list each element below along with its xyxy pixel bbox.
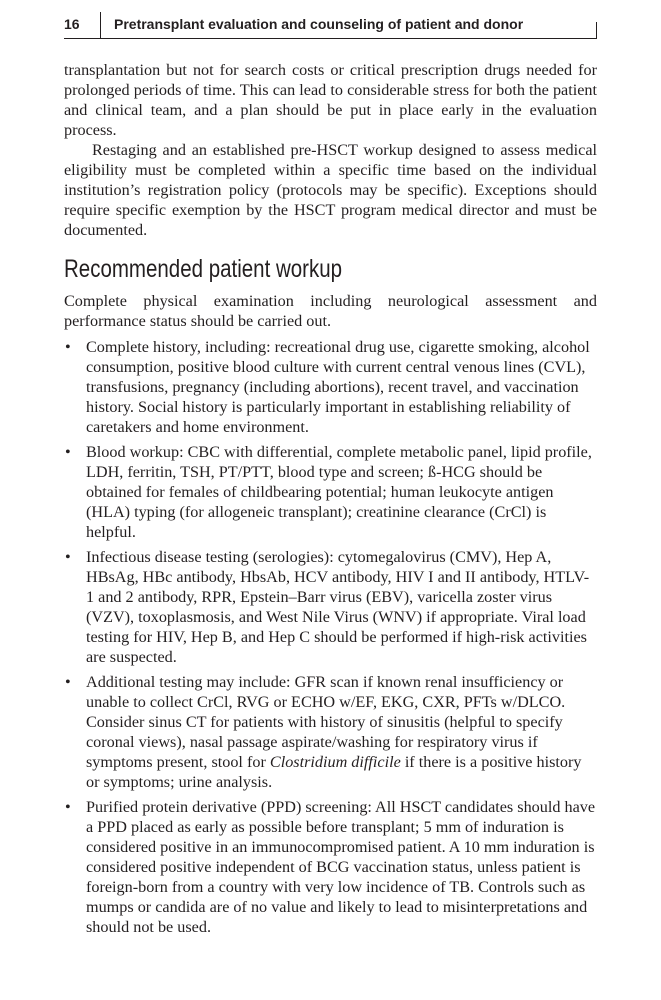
header-divider xyxy=(100,12,101,38)
body-text xyxy=(64,60,597,942)
list-item-text xyxy=(86,673,582,791)
workup-list xyxy=(64,337,597,937)
list-item-text: Infectious disease testing (serologies): cytomegalovirus (CMV), Hep A, HBsAg, HBc antibody, HbsAb, HCV antibody, HIV I and II antibody, HTLV-1 and 2 antibody, RPR, Epstein–Barr virus (EBV), varicella zoster virus (VZV), toxoplasmosis, and West Nile Virus (WNV) if appropriate. Viral load testing for HIV, Hep B, and Hep C should be performed if high-risk activities are suspected. xyxy=(86,548,590,666)
section-intro: Complete physical examination including neurological assessment and performance status should be carried out. xyxy=(64,292,597,330)
bullet-marker: • xyxy=(65,443,71,461)
paragraph: Restaging and an established pre-HSCT workup designed to assess medical eligibility must be completed within a specific time based on the individual institution’s registration policy (protocols may be specific). Exceptions should require specific exemption by the HSCT program medical director and must be documented. xyxy=(64,141,597,239)
list-item xyxy=(64,442,597,542)
bullet-marker: • xyxy=(65,673,71,691)
bullet-marker: • xyxy=(65,338,71,356)
list-item xyxy=(64,547,597,667)
list-item-text-part: if there is a positive history or symptoms; urine analysis. xyxy=(86,753,582,791)
list-item-text-part: Additional testing may include: GFR scan if known renal insufficiency or unable to collect CrCl, RVG or ECHO w/EF, EKG, CXR, PFTs w/DLCO. Consider sinus CT for patients with history of sinusitis (helpful to specify coronal views), nasal passage aspirate/washing for respiratory virus if symptoms present, stool for xyxy=(86,673,566,771)
section-heading: Recommended patient workup xyxy=(64,255,343,283)
bullet-marker: • xyxy=(65,798,71,816)
list-item-text: Complete history, including: recreational drug use, cigarette smoking, alcohol consumption, positive blood culture with current central venous lines (CVL), transfusions, pregnancy (including abortions), recent travel, and vaccination history. Social history is particularly important in establishing reliability of caretakers and home environment. xyxy=(86,338,590,436)
organism-name: Clostridium difficile xyxy=(269,753,401,771)
page-number: 16 xyxy=(64,16,80,32)
running-header xyxy=(64,12,597,39)
list-item xyxy=(64,672,597,792)
paragraph: transplantation but not for search costs or critical prescription drugs needed for prolonged periods of time. This can lead to considerable stress for both the patient and clinical team, and a plan should be put in place early in the evaluation process. xyxy=(64,61,597,139)
list-item-text: Blood workup: CBC with differential, complete metabolic panel, lipid profile, LDH, ferritin, TSH, PT/PTT, blood type and screen; ß-HCG should be obtained for females of childbearing potential; human leukocyte antigen (HLA) typing (for allogeneic transplant); creatinine clearance (CrCl) is helpful. xyxy=(86,443,592,541)
list-item-text: Purified protein derivative (PPD) screening: All HSCT candidates should have a PPD placed as early as possible before transplant; 5 mm of induration is considered positive in an immunocompromised patient. A 10 mm induration is considered positive independent of BCG vaccination status, unless patient is foreign-born from a country with very low incidence of TB. Controls such as mumps or candida are of no value and likely to lead to misinterpretations and should not be used. xyxy=(86,798,596,936)
running-title: Pretransplant evaluation and counseling of patient and donor xyxy=(114,16,524,32)
bullet-marker: • xyxy=(65,548,71,566)
list-item xyxy=(64,337,597,437)
book-page xyxy=(64,0,597,1000)
list-item xyxy=(64,797,597,937)
header-end-rule xyxy=(596,22,597,38)
